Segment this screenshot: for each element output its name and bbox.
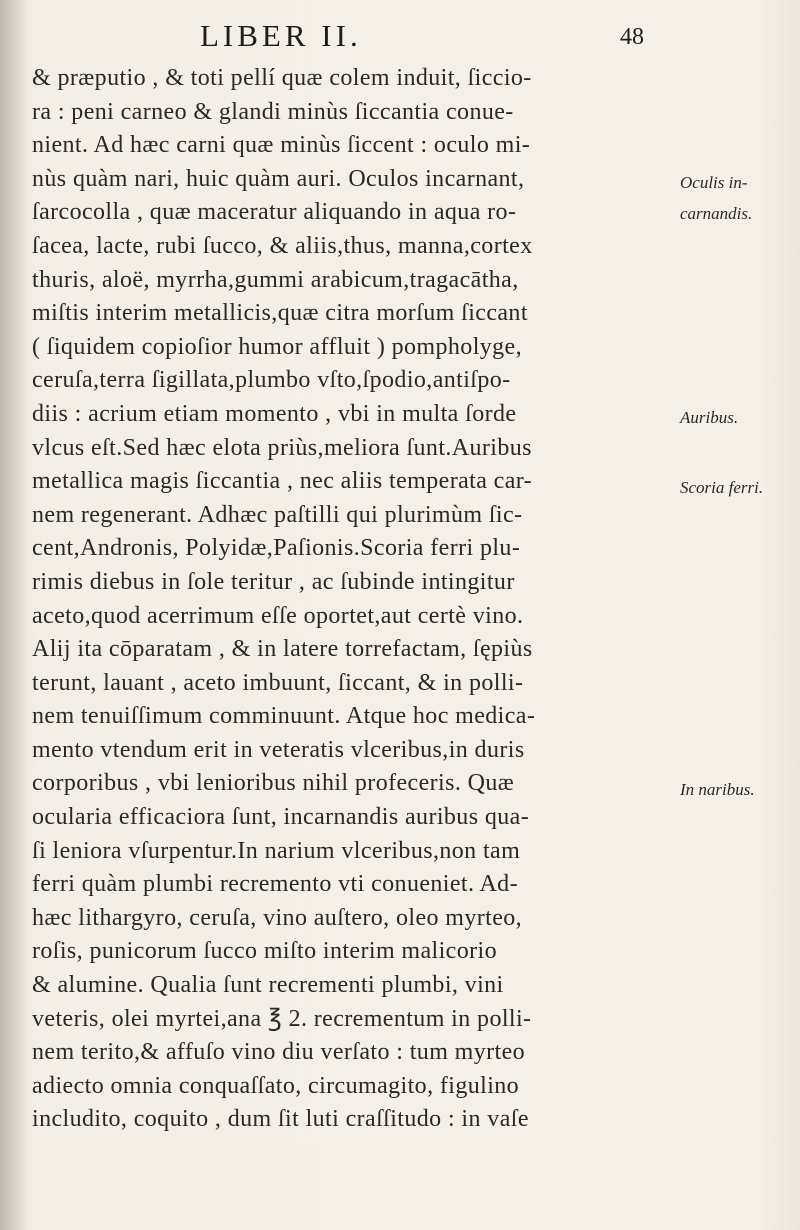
page-number: 48 [620, 24, 644, 50]
margin-note: Scoria ferri. [680, 478, 764, 497]
text-line: thuris, aloë, myrrha,gummi arabicum,tragacātha, [32, 266, 519, 293]
margin-note: carnandis. [680, 204, 753, 223]
text-line: ſarcocolla , quæ maceratur aliquando in aqua ro- [32, 199, 517, 226]
text-line: ſi leniora vſurpentur.In narium vlceribus,non tam [32, 837, 521, 864]
text-line: nùs quàm nari, huic quàm auri. Oculos incarnant, [32, 165, 525, 192]
text-line: nient. Ad hæc carni quæ minùs ſiccent : oculo mi- [32, 132, 531, 159]
text-line: ( ſiquidem copioſior humor affluit ) pompholyge, [32, 333, 523, 360]
text-line: corporibus , vbi lenioribus nihil profeceris. Quæ [32, 770, 515, 797]
text-line: ſacea, lacte, rubi ſucco, & aliis,thus, manna,cortex [32, 232, 533, 259]
text-line: hæc lithargyro, ceruſa, vino auſtero, oleo myrteo, [32, 904, 523, 931]
text-line: mento vtendum erit in veteratis vlceribus,in duris [32, 736, 525, 763]
margin-note: Oculis in- [680, 173, 748, 192]
text-line: nem regenerant. Adhæc paſtilli qui plurimùm ſic- [32, 501, 523, 528]
text-line: metallica magis ſiccantia , nec aliis temperata car- [32, 468, 533, 495]
text-line: nem terito,& affuſo vino diu verſato : tum myrteo [32, 1039, 526, 1066]
text-line: vlcus eſt.Sed hæc elota priùs,meliora ſunt.Auribus [32, 434, 532, 461]
text-line: & præputio , & toti pellí quæ colem induit, ſiccio- [32, 65, 532, 91]
text-line: diis : acrium etiam momento , vbi in multa ſorde [32, 400, 517, 427]
text-line: cent,Andronis, Polyidæ,Paſionis.Scoria ferri plu- [32, 535, 521, 562]
text-line: ra : peni carneo & glandi minùs ſiccantia conue- [32, 98, 514, 125]
text-line: ceruſa,terra ſigillata,plumbo vſto,ſpodio,antiſpo- [32, 367, 511, 394]
text-line: rimis diebus in ſole teritur , ac ſubinde intingitur [32, 568, 515, 595]
text-line: roſis, punicorum ſucco miſto interim malicorio [32, 938, 497, 965]
text-line: & alumine. Qualia ſunt recrementi plumbi, vini [32, 972, 504, 999]
margin-note: In naribus. [680, 780, 755, 799]
text-line: veteris, olei myrtei,ana ℥ 2. recrementum in polli- [32, 1005, 532, 1032]
text-line: ferri quàm plumbi recremento vti conueniet. Ad- [32, 871, 518, 898]
margin-note: Auribus. [680, 408, 739, 427]
text-line: terunt, lauant , aceto imbuunt, ſiccant, & in polli- [32, 669, 524, 696]
text-line: aceto,quod acerrimum eſſe oportet,aut certè vino. [32, 602, 524, 629]
text-line: nem tenuiſſimum comminuunt. Atque hoc medica- [32, 703, 536, 730]
text-line: includito, coquito , dum ſit luti craſſitudo : in vaſe [32, 1106, 529, 1133]
text-line: adiecto omnia conquaſſato, circumagito, figulino [32, 1072, 520, 1099]
text-line: Alij ita cōparatam , & in latere torrefactam, ſępiùs [32, 636, 533, 663]
running-title: LIBER II. [200, 18, 362, 53]
text-line: miſtis interim metallicis,quæ citra morſum ſiccant [32, 300, 528, 327]
text-line: ocularia efficaciora ſunt, incarnandis auribus qua- [32, 804, 530, 831]
